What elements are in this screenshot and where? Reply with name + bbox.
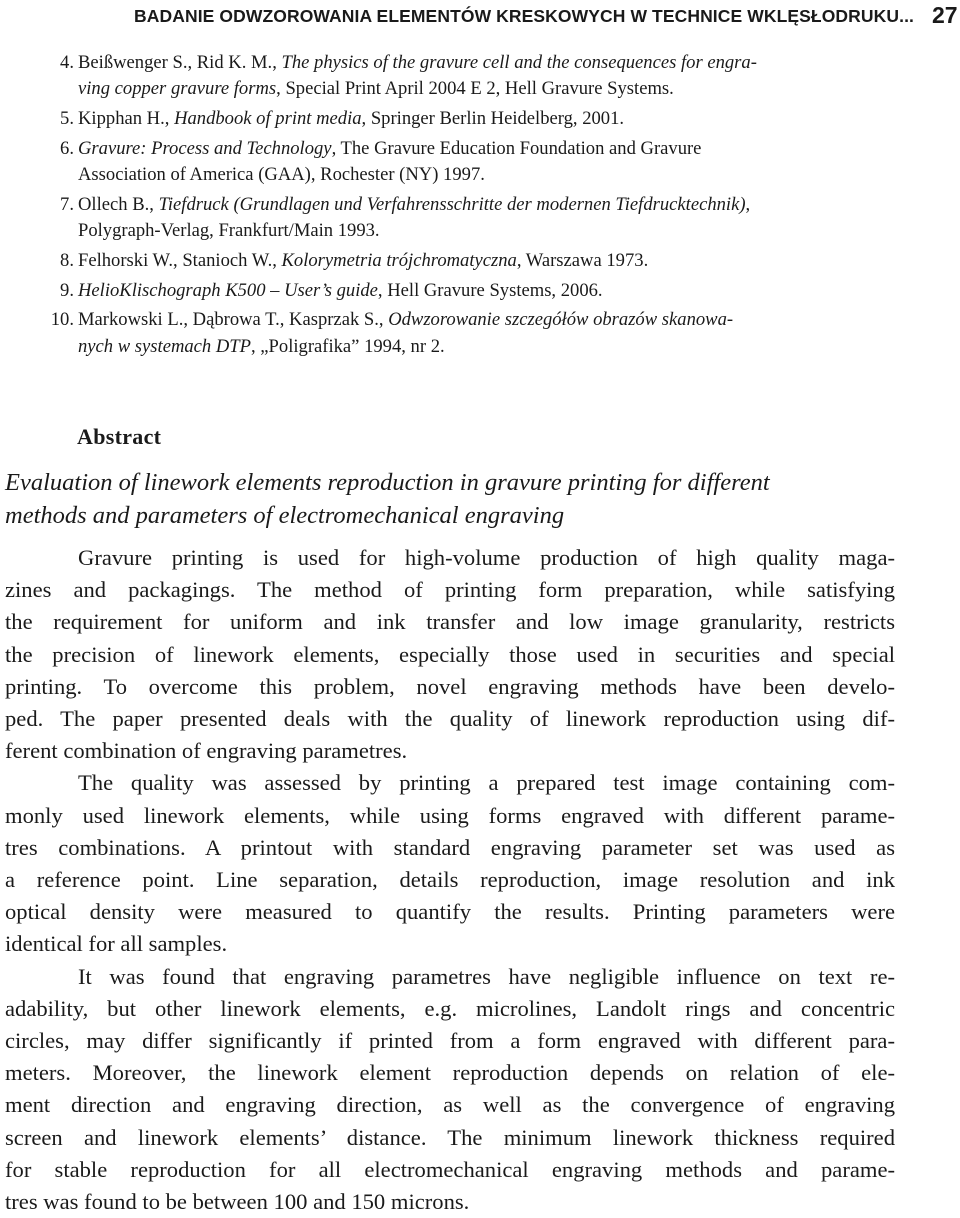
reference-line	[78, 307, 910, 333]
reference-text: , Hell Gravure Systems, 2006.	[377, 279, 603, 301]
abstract-line: Gravure printing is used for high-volume production of high quality maga-	[78, 545, 895, 570]
reference-line	[78, 106, 910, 132]
reference-text: Beißwenger S., Rid K. M.,	[78, 52, 282, 73]
abstract-paragraph	[5, 542, 895, 767]
reference-text: ,	[745, 193, 751, 215]
abstract-line: ped. The paper presented deals with the quality of linework reproduction using dif-	[5, 706, 895, 732]
reference-text: , Warszawa 1973.	[516, 249, 649, 271]
abstract-paragraph	[5, 767, 895, 960]
reference-text: Association of America (GAA), Rochester (NY) 1997.	[78, 164, 485, 185]
reference-title-text: HelioKlischograph K500 – User’s guide	[78, 279, 378, 301]
reference-title-text: Kolorymetria trójchromatyczna	[281, 249, 517, 271]
reference-item	[50, 192, 910, 244]
reference-line	[78, 248, 910, 274]
reference-number: 6.	[60, 137, 74, 159]
reference-title-text: Handbook of print media	[174, 108, 362, 129]
reference-line	[78, 50, 910, 76]
reference-line	[78, 136, 910, 162]
reference-item	[50, 106, 910, 132]
abstract-line: screen and linework elements’ distance. The minimum linework thickness required	[5, 1124, 895, 1150]
abstract-line: tres combinations. A printout with standard engraving parameter set was used as	[5, 834, 895, 860]
reference-item	[50, 278, 910, 304]
abstract-line: meters. Moreover, the linework element reproduction depends on relation of ele-	[5, 1060, 895, 1086]
reference-number: 8.	[60, 249, 74, 271]
reference-line	[78, 278, 910, 304]
page-number: 27	[932, 2, 958, 28]
running-title: BADANIE ODWZOROWANIA ELEMENTÓW KRESKOWYCH W TECHNICE WKLĘSŁODRUKU...	[134, 6, 915, 26]
reference-item	[50, 248, 910, 274]
reference-title-text: Tiefdruck (Grundlagen und Verfahrensschritte der modernen Tiefdrucktechnik)	[158, 193, 746, 215]
abstract-title-line: Evaluation of linework elements reproduction in gravure printing for different	[5, 469, 770, 496]
reference-title-text: Odwzorowanie szczegółów obrazów skanowa-	[388, 309, 734, 331]
abstract-line: printing. To overcome this problem, novel engraving methods have been develo-	[5, 673, 895, 699]
reference-text: Felhorski W., Stanioch W.,	[78, 249, 282, 271]
abstract-line: the requirement for uniform and ink transfer and low image granularity, restricts	[5, 609, 895, 635]
abstract-title	[5, 466, 770, 532]
abstract-line: for stable reproduction for all electromechanical engraving methods and parame-	[5, 1156, 895, 1182]
abstract-line: monly used linework elements, while using forms engraved with different parame-	[5, 802, 895, 828]
abstract-line: It was found that engraving parametres have negligible influence on text re-	[78, 963, 895, 989]
abstract-title-line: methods and parameters of electromechanical engraving	[5, 502, 565, 529]
reference-title-text: ving copper gravure forms	[78, 78, 277, 100]
abstract-line: ferent combination of engraving parametres.	[5, 738, 408, 764]
reference-title-text: nych w systemach DTP	[78, 335, 251, 357]
reference-number: 4.	[60, 52, 74, 73]
reference-number: 7.	[60, 193, 74, 215]
reference-line	[78, 218, 910, 244]
reference-text: Kipphan H.,	[78, 108, 175, 129]
reference-line	[78, 76, 910, 102]
reference-number: 10.	[50, 309, 74, 331]
reference-text: , The Gravure Education Foundation and Gravure	[331, 137, 702, 159]
reference-text: Polygraph-Verlag, Frankfurt/Main 1993.	[78, 220, 380, 241]
abstract-body	[5, 542, 895, 1218]
abstract-line: circles, may differ significantly if printed from a form engraved with different para-	[5, 1028, 895, 1054]
running-head	[0, 2, 960, 30]
reference-list	[50, 50, 910, 363]
reference-number: 5.	[60, 108, 74, 129]
reference-item	[50, 50, 910, 102]
abstract-line: ment direction and engraving direction, as well as the convergence of engraving	[5, 1092, 895, 1118]
reference-title-text: Gravure: Process and Technology	[78, 137, 332, 159]
reference-line	[78, 192, 910, 218]
reference-item	[50, 136, 910, 188]
abstract-paragraph	[5, 961, 895, 1218]
abstract-line: The quality was assessed by printing a prepared test image containing com-	[78, 770, 895, 796]
abstract-heading: Abstract	[77, 424, 162, 449]
abstract-line: zines and packagings. The method of printing form preparation, while satisfying	[5, 577, 895, 603]
reference-text: , Springer Berlin Heidelberg, 2001.	[361, 108, 625, 129]
abstract-line: optical density were measured to quantify the results. Printing parameters were	[5, 899, 895, 925]
reference-item	[50, 307, 910, 359]
abstract-line: adability, but other linework elements, e.g. microlines, Landolt rings and concentric	[5, 995, 895, 1021]
reference-line	[78, 334, 910, 360]
reference-number: 9.	[60, 279, 74, 301]
reference-line	[78, 162, 910, 188]
reference-text: , Special Print April 2004 E 2, Hell Gravure Systems.	[276, 78, 674, 100]
reference-text: Markowski L., Dąbrowa T., Kasprzak S.,	[78, 309, 389, 331]
reference-text: Ollech B.,	[78, 193, 159, 215]
abstract-line: identical for all samples.	[5, 931, 228, 957]
reference-title-text: The physics of the gravure cell and the consequences for engra-	[281, 52, 757, 73]
abstract-line: tres was found to be between 100 and 150 microns.	[5, 1189, 470, 1215]
reference-text: , „Poligrafika” 1994, nr 2.	[251, 335, 445, 357]
abstract-line: a reference point. Line separation, details reproduction, image resolution and ink	[5, 867, 895, 893]
abstract-line: the precision of linework elements, especially those used in securities and special	[5, 641, 895, 667]
